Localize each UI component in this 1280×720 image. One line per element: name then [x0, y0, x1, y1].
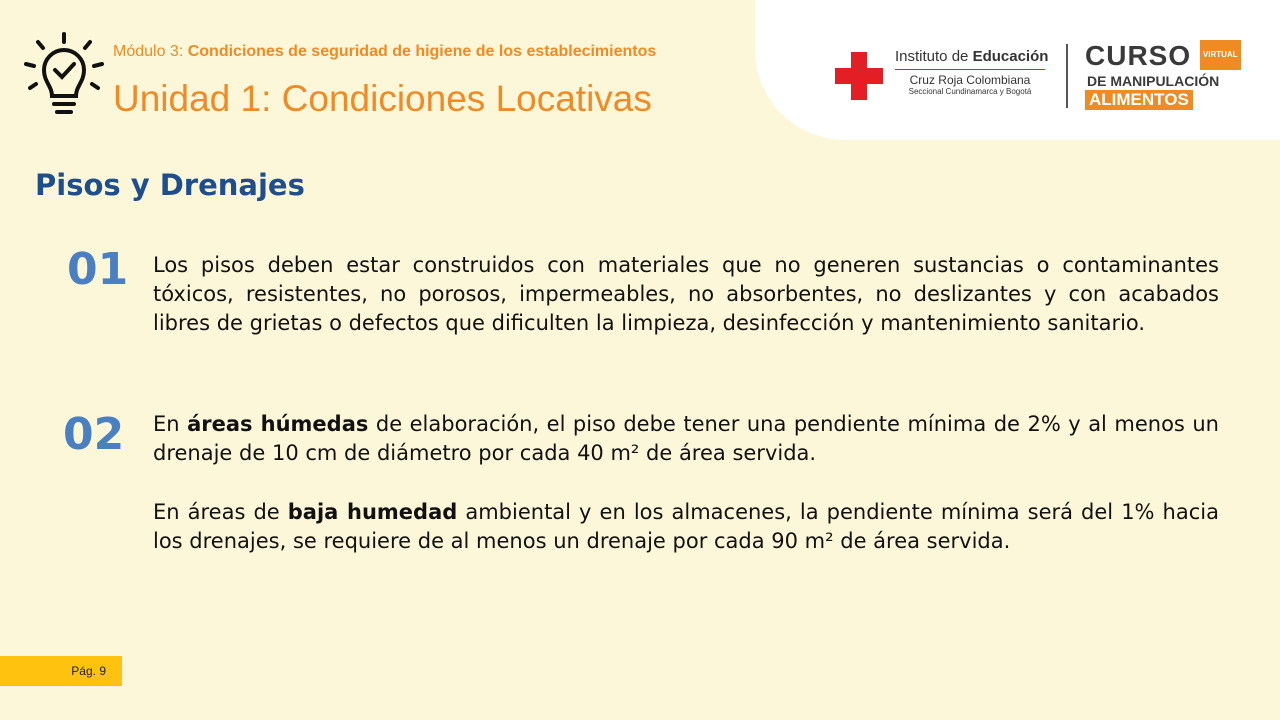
item-02b-after: ambiental y en los almacenes, la pendiente mínima será del 1% hacia los drenajes, se requiere de al menos un drenaje por cada 90 m² de área servida.	[153, 500, 1219, 553]
item-02b-bold: baja humedad	[287, 500, 458, 524]
course-virtual-badge: VIRTUAL	[1200, 40, 1241, 70]
item-number-02: 02	[63, 409, 125, 460]
item-number-01: 01	[67, 244, 129, 295]
institute-bold: Educación	[972, 48, 1049, 65]
institute-prefix: Instituto de	[895, 48, 973, 65]
institute-logo-text	[895, 48, 1055, 96]
course-logo	[1085, 40, 1238, 110]
unit-title: Unidad 1: Condiciones Locativas	[113, 78, 652, 119]
course-line2: DE MANIPULACIÓN	[1087, 72, 1220, 89]
institution-logos	[835, 40, 1255, 114]
course-line3: ALIMENTOS	[1085, 90, 1193, 110]
module-prefix: Módulo 3:	[113, 43, 188, 60]
red-cross-icon	[835, 52, 883, 100]
section-title: Pisos y Drenajes	[35, 168, 305, 202]
lightbulb-check-icon	[22, 30, 106, 122]
item-text-01: Los pisos deben estar construidos con materiales que no generen sustancias o contaminantes tóxicos, resistentes, no porosos, impermeables, no absorbentes, no deslizantes y con acabados libres de grietas o defectos que dificulten la limpieza, desinfección y mantenimiento sanitario.	[153, 253, 1219, 335]
org-name: Cruz Roja Colombiana	[909, 73, 1031, 87]
org-branch: Seccional Cundinamarca y Bogotá	[908, 87, 1032, 96]
page-number-tag: Pág. 9	[0, 656, 122, 686]
item-text-02b	[153, 498, 1219, 556]
course-word: CURSO	[1085, 40, 1192, 71]
item-02b-before: En áreas de	[153, 500, 288, 524]
logo-divider	[1066, 44, 1068, 108]
item-text-02a	[153, 410, 1219, 468]
item-02a-before: En	[153, 412, 188, 436]
module-subtitle	[113, 43, 656, 61]
module-name: Condiciones de seguridad de higiene de los establecimientos	[187, 43, 657, 60]
item-02a-after: de elaboración, el piso debe tener una pendiente mínima de 2% y al menos un drenaje de 10 cm de diámetro por cada 40 m² de área servida.	[153, 412, 1219, 465]
item-02a-bold: áreas húmedas	[187, 412, 369, 436]
